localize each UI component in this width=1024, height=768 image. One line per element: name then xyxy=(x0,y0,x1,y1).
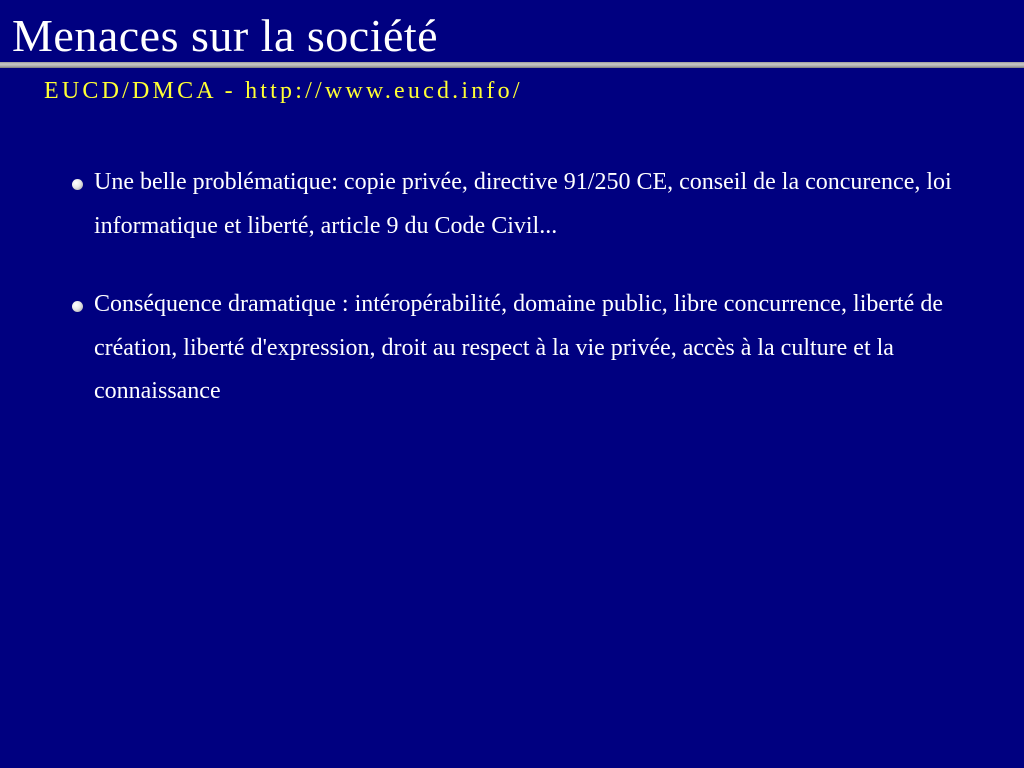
bullet-item xyxy=(70,161,990,248)
title-divider xyxy=(0,62,1024,68)
bullet-text: Une belle problématique: copie privée, directive 91/250 CE, conseil de la concurence, loi informatique et liberté, article 9 du Code Civil... xyxy=(94,169,952,239)
slide-subtitle: EUCD/DMCA - http://www.eucd.info/ xyxy=(44,78,523,104)
bullet-list xyxy=(70,161,990,414)
round-bullet-icon xyxy=(72,301,83,312)
bullet-item xyxy=(70,283,990,414)
bullet-text: Conséquence dramatique : intéropérabilité, domaine public, libre concurrence, liberté de création, liberté d'expression, droit au respect à la vie privée, accès à la culture et la connaissance xyxy=(94,291,943,404)
round-bullet-icon xyxy=(72,179,83,190)
slide-title: Menaces sur la société xyxy=(12,10,439,61)
